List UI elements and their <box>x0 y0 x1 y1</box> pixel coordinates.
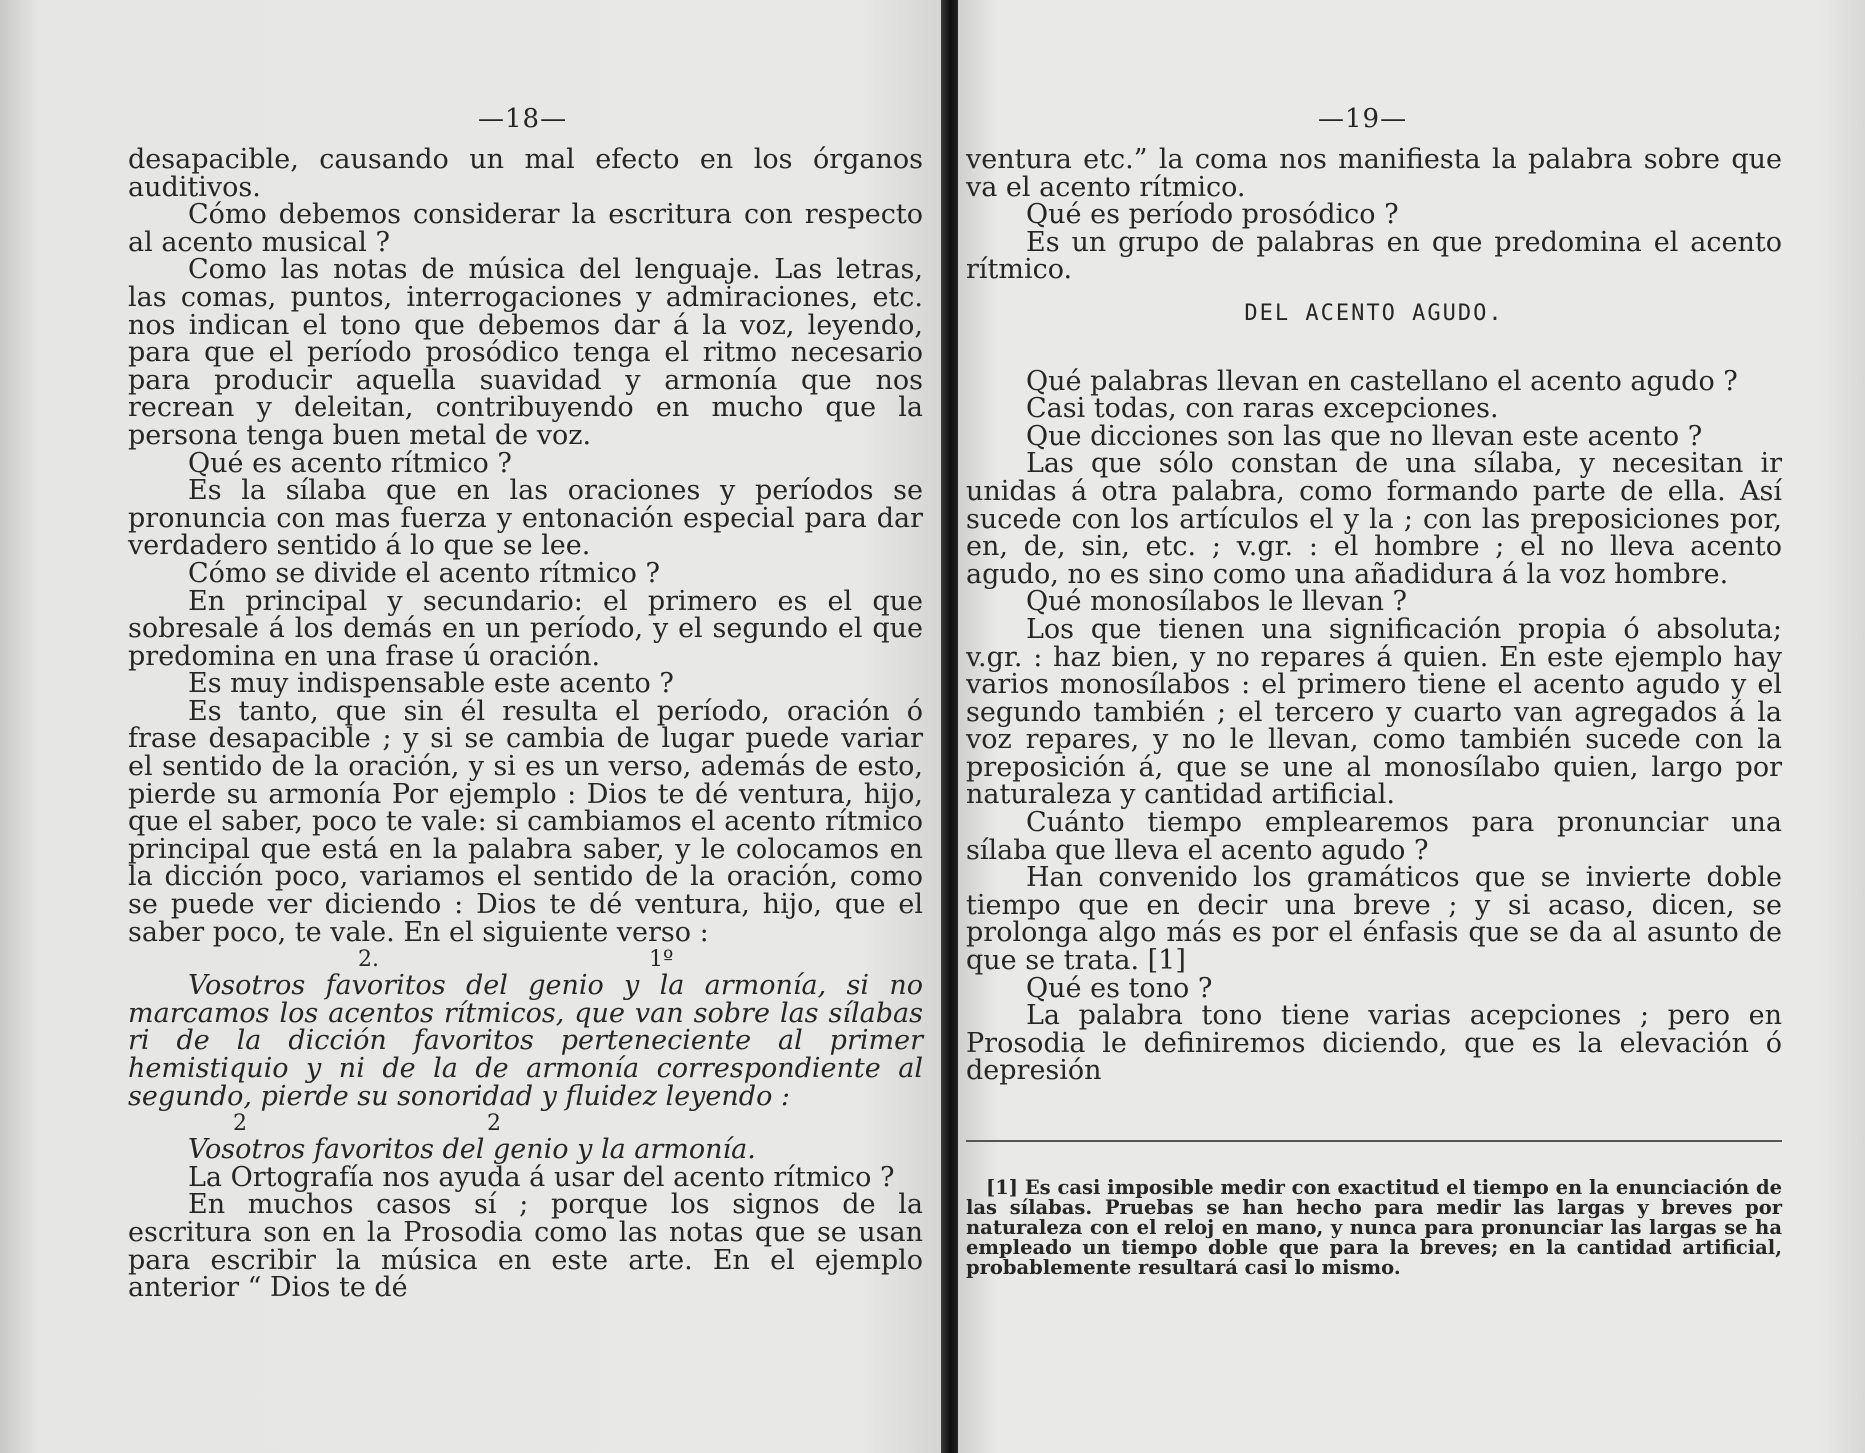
paragraph: desapacible, causando un mal efecto en los órganos auditivos. <box>128 144 923 203</box>
paragraph: La Ortografía nos ayuda á usar del acento rítmico ? <box>188 1161 895 1193</box>
paragraph: ventura etc.” la coma nos manifiesta la palabra sobre que va el acento rítmico. <box>966 144 1782 203</box>
right-page <box>958 0 1865 1453</box>
verse-accent-marks <box>128 1110 923 1136</box>
left-page-body <box>128 146 923 1302</box>
verse-line: Vosotros favoritos del genio y la armonía. <box>188 1134 756 1166</box>
paragraph: Casi todas, con raras excepciones. <box>1026 393 1499 425</box>
paragraph: Qué es período prosódico ? <box>1026 199 1399 231</box>
accent-mark: 2 <box>487 1111 501 1137</box>
paragraph: Qué monosílabos le llevan ? <box>1026 586 1408 618</box>
accent-mark: 2. <box>358 947 379 973</box>
verse-accent-marks <box>128 946 923 972</box>
paragraph: Es la sílaba que en las oraciones y períodos se pronuncia con mas fuerza y entonación especial para dar verdadero sentido á lo que se lee. <box>128 475 923 562</box>
paragraph: La palabra tono tiene varias acepciones ; pero en Prosodia le definiremos diciendo, que es la elevación ó depresión <box>966 1000 1782 1087</box>
page-number-right: —19— <box>1318 104 1408 134</box>
footnote-text: [1] Es casi imposible medir con exactitud el tiempo en la enunciación de las sílabas. Pruebas se han hecho para medir las largas y breves por naturaleza con el reloj en mano, y nunca para pronunciar las largas se ha empleado un tiempo doble que para la breves; en la cantidad artificial, probablemente resultará casi lo mismo. <box>966 1176 1782 1279</box>
paragraph: Los que tienen una significación propia ó absoluta; v.gr. : haz bien, y no repares á quien. En este ejemplo hay varios monosílabos : el primero tiene el acento agudo y el segundo también ; el tercero y cuarto van agregados á la voz repares, y no le llevan, como también sucede con la preposición á, que se une al monosílabo quien, largo por naturaleza y cantidad artificial. <box>966 613 1782 811</box>
paragraph: Las que sólo constan de una sílaba, y necesitan ir unidas á otra palabra, como formando parte de ella. Así sucede con los artículos el y la ; con las preposiciones por, en, de, sin, etc. ; v.gr. : el hombre ; el no lleva acento agudo, no es sino como una añadidura á la voz hombre. <box>966 448 1782 590</box>
paragraph: Qué es acento rítmico ? <box>188 447 512 479</box>
paragraph: Que dicciones son las que no llevan este acento ? <box>1026 420 1703 452</box>
paragraph: Qué es tono ? <box>1026 972 1213 1004</box>
paragraph: Han convenido los gramáticos que se invierte doble tiempo que en decir una breve ; y si acaso, dicen, se prolonga algo más es por el énfasis que se da al asunto de que se trata. [1] <box>966 862 1782 977</box>
paragraph: Es tanto, que sin él resulta el período, oración ó frase desapacible ; y si se cambia de lugar puede variar el sentido de la oración, y si es un verso, además de esto, pierde su armonía Por ejemplo : Dios te dé ventura, hijo, que el saber, poco te vale: si cambiamos el acento rítmico principal que está en la palabra saber, y le colocamos en la dicción poco, variamos el sentido de la oración, como se puede ver diciendo : Dios te dé ventura, hijo, que el saber poco, te vale. En el siguiente verso : <box>128 695 923 948</box>
section-heading: DEL ACENTO AGUDO. <box>1244 300 1504 326</box>
paragraph: Cuánto tiempo emplearemos para pronunciar una sílaba que lleva el acento agudo ? <box>966 807 1782 866</box>
verse-paragraph: Vosotros favoritos del genio y la armonía, si no marcamos los acentos rítmicos, que van sobre las sílabas ri de la dicción favoritos perteneciente al primer hemistiquio y ni de la de armonía correspondiente al segundo, pierde su sonoridad y fluidez leyendo : <box>128 970 923 1112</box>
paragraph: En principal y secundario: el primero es el que sobresale á los demás en un período, y el segundo el que predomina en una frase ú oración. <box>128 585 923 672</box>
paragraph: Cómo se divide el acento rítmico ? <box>188 557 660 589</box>
footnote-divider <box>966 1140 1782 1142</box>
paragraph: En muchos casos sí ; porque los signos de la escritura son en la Prosodia como las notas que se usan para escribir la música en este arte. En el ejemplo anterior “ Dios te dé <box>128 1189 923 1304</box>
paragraph: Qué palabras llevan en castellano el acento agudo ? <box>1026 365 1738 397</box>
right-page-body <box>966 146 1782 1085</box>
paragraph: Como las notas de música del lenguaje. Las letras, las comas, puntos, interrogaciones y admiraciones, etc. nos indican el tono que debemos dar á la voz, leyendo, para que el período prosódico tenga el ritmo necesario para producir aquella suavidad y armonía que nos recrean y deleitan, contribuyendo en mucho que la persona tenga buen metal de voz. <box>128 254 923 451</box>
paragraph: Cómo debemos considerar la escritura con respecto al acento musical ? <box>128 199 923 258</box>
paragraph: Es un grupo de palabras en que predomina el acento rítmico. <box>966 226 1782 286</box>
accent-mark: 1º <box>649 947 674 973</box>
paragraph: Es muy indispensable este acento ? <box>188 668 674 700</box>
footnote <box>966 1178 1782 1278</box>
accent-mark: 2 <box>233 1111 247 1137</box>
page-number-left: —18— <box>478 104 568 134</box>
